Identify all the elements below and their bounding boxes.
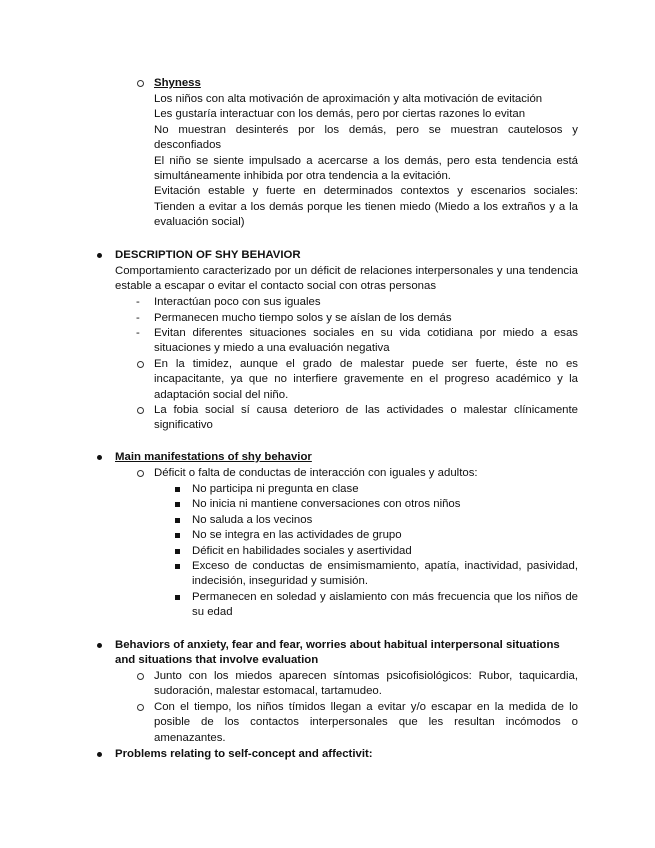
manifestation-item: Permanecen en soledad y aislamiento con más frecuencia que los niños de su edad bbox=[192, 591, 578, 619]
square-bullet bbox=[175, 564, 180, 569]
description-circle-item: La fobia social sí causa deterioro de las actividades o malestar clínicamente significativo bbox=[154, 404, 578, 432]
manifestation-item: No saluda a los vecinos bbox=[192, 514, 313, 526]
description-intro: Comportamiento caracterizado por un déficit de relaciones interpersonales y una tendencia estable a escapar o evitar el contacto social con otras personas bbox=[115, 265, 578, 293]
square-bullet bbox=[175, 487, 180, 492]
circle-bullet bbox=[137, 704, 144, 711]
shyness-line: El niño se siente impulsado a acercarse a los demás, pero esta tendencia está simultáneamente inhibida por otra tendencia a la evitación. bbox=[154, 154, 578, 183]
description-title: DESCRIPTION OF SHY BEHAVIOR bbox=[115, 249, 301, 261]
square-bullet bbox=[175, 595, 180, 600]
manifestation-item: Exceso de conductas de ensimismamiento, apatía, inactividad, pasividad, indecisión, inseguridad y sumisión. bbox=[192, 560, 578, 588]
square-bullet bbox=[175, 549, 180, 554]
description-dash-item: Interactúan poco con sus iguales bbox=[154, 296, 321, 308]
manifestation-item: No participa ni pregunta en clase bbox=[192, 483, 359, 495]
square-bullet bbox=[175, 502, 180, 507]
square-bullet bbox=[175, 518, 180, 523]
manifestations-sub: Déficit o falta de conductas de interacción con iguales y adultos: bbox=[154, 467, 478, 479]
manifestation-item: Déficit en habilidades sociales y asertividad bbox=[192, 545, 412, 557]
shyness-title: Shyness bbox=[154, 77, 201, 89]
dash-bullet: - bbox=[136, 327, 140, 339]
circle-bullet bbox=[137, 407, 144, 414]
square-bullet bbox=[175, 533, 180, 538]
bullet-dot bbox=[97, 253, 102, 258]
dash-bullet: - bbox=[136, 312, 140, 324]
shyness-line: No muestran desinterés por los demás, pero se muestran cautelosos y desconfiados bbox=[154, 123, 578, 152]
bullet-dot bbox=[97, 455, 102, 460]
shyness-line: Los niños con alta motivación de aproximación y alta motivación de evitación bbox=[154, 93, 543, 105]
anxiety-item: Con el tiempo, los niños tímidos llegan a evitar y/o escapar en la medida de lo posible de los contactos interpersonales que les resultan incómodos o amenazantes. bbox=[154, 701, 578, 744]
shyness-line: Evitación estable y fuerte en determinados contextos y escenarios sociales: Tienden a evitar a los demás porque les tienen miedo (Miedo a los extraños y a la evaluación social) bbox=[154, 185, 578, 229]
anxiety-item: Junto con los miedos aparecen síntomas psicofisiológicos: Rubor, taquicardia, sudoración, malestar estomacal, tartamudeo. bbox=[154, 670, 578, 698]
manifestation-item: No inicia ni mantiene conversaciones con otros niños bbox=[192, 498, 461, 510]
description-dash-item: Permanecen mucho tiempo solos y se aíslan de los demás bbox=[154, 312, 452, 324]
dash-bullet: - bbox=[136, 296, 140, 308]
shyness-line: Les gustaría interactuar con los demás, pero por ciertas razones lo evitan bbox=[154, 108, 526, 121]
circle-bullet bbox=[137, 673, 144, 680]
circle-bullet bbox=[137, 470, 144, 477]
description-circle-item: En la timidez, aunque el grado de malestar puede ser fuerte, éste no es incapacitante, ya que no interfiere gravemente en el progreso académico y la adaptación social del niño. bbox=[154, 358, 578, 401]
circle-bullet bbox=[137, 80, 144, 87]
bullet-dot bbox=[97, 752, 102, 757]
anxiety-title: Behaviors of anxiety, fear and fear, worries about habitual interpersonal situations and situations that involve evaluation bbox=[115, 639, 560, 667]
self-concept-title: Problems relating to self-concept and affectivit: bbox=[115, 748, 373, 760]
bullet-dot bbox=[97, 643, 102, 648]
manifestation-item: No se integra en las actividades de grupo bbox=[192, 529, 402, 541]
circle-bullet bbox=[137, 361, 144, 368]
manifestations-title: Main manifestations of shy behavior bbox=[115, 451, 312, 463]
shyness-body bbox=[154, 92, 578, 231]
description-dash-item: Evitan diferentes situaciones sociales en su vida cotidiana por miedo a esas situaciones y miedo a una evaluación negativa bbox=[154, 327, 578, 355]
